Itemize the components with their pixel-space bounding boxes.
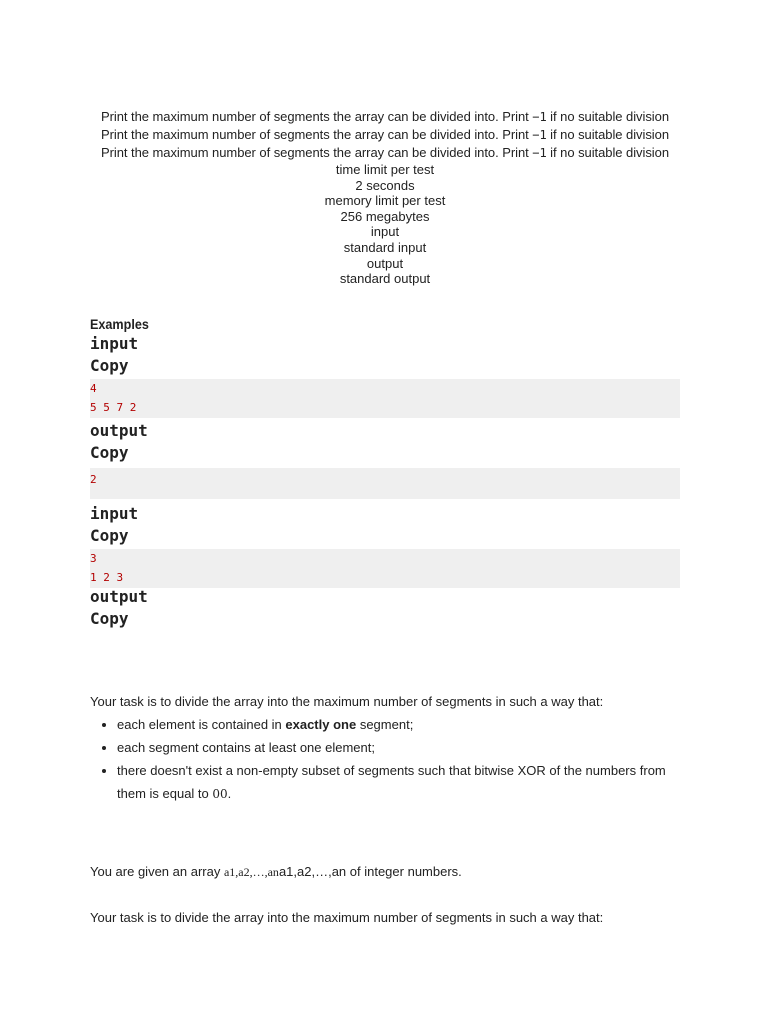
example-line: 1 2 3 bbox=[90, 571, 124, 585]
example-line: 5 5 7 2 bbox=[90, 401, 137, 415]
example-input-box bbox=[90, 379, 680, 418]
example-output-label: output bbox=[90, 586, 148, 606]
given-text: You are given an array bbox=[90, 864, 224, 879]
statement-line bbox=[90, 144, 680, 162]
given-array-text bbox=[90, 862, 462, 882]
example-line: 2 bbox=[90, 472, 97, 486]
condition-text: there doesn't exist a non-empty subset of segments such that bitwise XOR of the numbers from them is equal to bbox=[117, 763, 666, 801]
example-line: 3 bbox=[90, 551, 97, 565]
statement-text: if no suitable division bbox=[546, 109, 669, 124]
examples-title: Examples bbox=[90, 315, 149, 332]
condition-item bbox=[117, 759, 690, 806]
statement-code: −1 bbox=[532, 146, 547, 160]
given-plain: a1,a2,…,an bbox=[278, 864, 347, 879]
task-intro: Your task is to divide the array into the maximum number of segments in such a way that: bbox=[90, 694, 604, 709]
time-limit-value: 2 seconds bbox=[355, 177, 415, 193]
problem-page bbox=[90, 108, 680, 630]
example-input-box bbox=[90, 549, 680, 588]
statement-text: Print the maximum number of segments the array can be divided into. Print bbox=[100, 109, 533, 124]
condition-text: . bbox=[227, 786, 232, 801]
task-description bbox=[90, 690, 690, 806]
example-input-label: input bbox=[90, 503, 139, 523]
task-intro-repeat: Your task is to divide the array into the maximum number of segments in such a way that: bbox=[90, 910, 604, 925]
statement-line bbox=[90, 126, 680, 144]
given-math: a1,a2,…,an bbox=[223, 865, 279, 879]
copy-button[interactable]: Copy bbox=[90, 608, 129, 628]
statement-text: if no suitable division bbox=[546, 127, 669, 142]
time-limit-label: time limit per test bbox=[335, 162, 435, 177]
memory-limit-value: 256 megabytes bbox=[340, 208, 430, 224]
condition-math: 00 bbox=[212, 787, 228, 801]
copy-button[interactable]: Copy bbox=[90, 355, 129, 375]
memory-limit-label: memory limit per test bbox=[324, 193, 446, 209]
example-output-label: output bbox=[90, 420, 148, 440]
task-conditions bbox=[90, 713, 690, 806]
copy-button[interactable]: Copy bbox=[90, 442, 129, 462]
statement-code: −1 bbox=[532, 110, 547, 124]
statement-text: Print the maximum number of segments the array can be divided into. Print bbox=[100, 127, 533, 142]
copy-button[interactable]: Copy bbox=[90, 525, 129, 545]
output-label: output bbox=[366, 255, 404, 271]
example-input-label: input bbox=[90, 333, 139, 353]
condition-item bbox=[117, 713, 690, 736]
statement-text: Print the maximum number of segments the array can be divided into. Print bbox=[100, 145, 533, 160]
condition-emphasis: exactly one bbox=[285, 717, 357, 732]
examples-section bbox=[90, 315, 680, 630]
statement-code: −1 bbox=[532, 128, 547, 142]
statement-header bbox=[90, 108, 680, 287]
output-value: standard output bbox=[339, 271, 431, 287]
input-label: input bbox=[370, 224, 400, 240]
condition-text: segment; bbox=[356, 717, 414, 732]
example-line: 4 bbox=[90, 381, 97, 395]
given-text: of integer numbers. bbox=[346, 864, 462, 879]
condition-item: • each segment contains at least one element; bbox=[117, 736, 690, 759]
statement-text: if no suitable division bbox=[546, 145, 669, 160]
statement-line bbox=[90, 108, 680, 126]
condition-text: each element is contained in bbox=[117, 717, 286, 732]
input-value: standard input bbox=[343, 239, 427, 255]
example-output-box bbox=[90, 468, 680, 499]
